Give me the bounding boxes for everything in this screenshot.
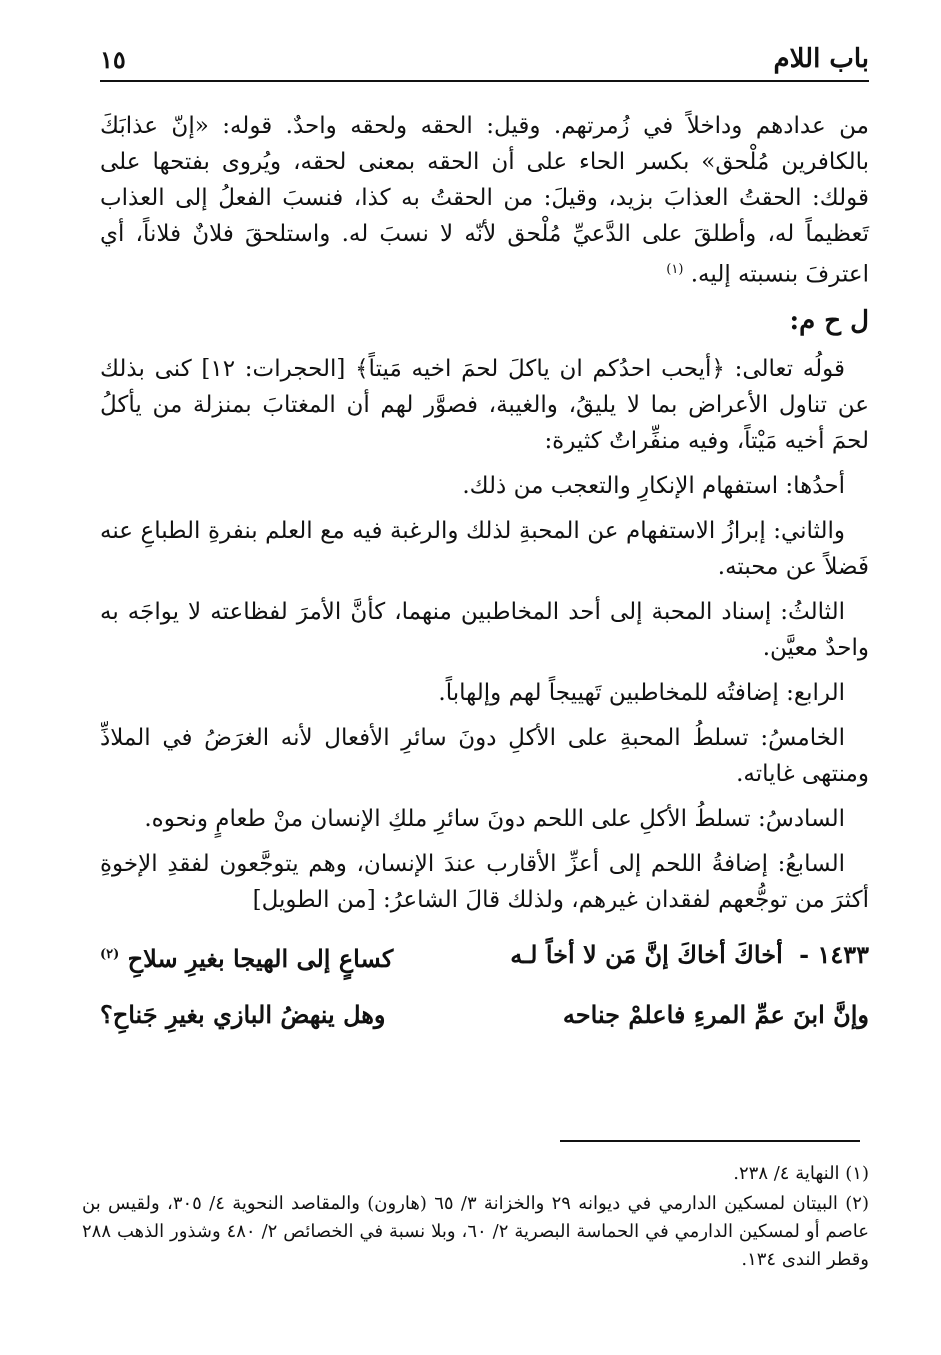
list-item-4: الرابع: إضافتُه للمخاطبين تَهييجاً لهم وإلهاباً. (438, 679, 845, 706)
footnotes (82, 1160, 869, 1276)
poem-line-2 (100, 987, 869, 1043)
paragraph-intro (100, 108, 869, 293)
poem-line-1-first-hemistich (510, 927, 869, 987)
page-number: ١٥ (100, 45, 126, 74)
root-heading: ل ح م: (789, 305, 869, 336)
footnote-2: (٢) البيتان لمسكين الدارمي في ديوانه ٢٩ والخزانة ٣/ ٦٥ (هارون) والمقاصد النحوية ٤/ ٣٠٥، ولقيس بن عاصم أو لمسكين الدارمي في الحماسة البصرية ٢/ ٦٠، وبلا نسبة في الخصائص ٢/ ٤٨٠ وشذور الذهب ٢٨٨ وقطر الندى ١٣٤. (82, 1193, 870, 1270)
list-item-2: والثاني: إبرازُ الاستفهام عن المحبةِ لذلك والرغبة فيه مع العلم بنفرةِ الطباعِ عنه فَضلاً عن محبته. (100, 517, 869, 580)
paragraph-verse: قولُه تعالى: ﴿أيحب احدُكم ان ياكلَ لحمَ اخيه مَيتاً﴾ [الحجرات: ١٢] كنى بذلك عن تناول الأعراض بما لا يليقُ، والغيبة، فصوَّر لهم أن المغتابَ بمنزلة من يأكلُ لحمَ أخيه مَيْتاً، وفيه منفِّراتٌ كثيرة: (100, 355, 869, 454)
list-item-6: السادسُ: تسلطُ الأكلِ على اللحم دونَ سائرِ ملكِ الإنسان منْ طعامٍ ونحوه. (144, 805, 845, 832)
footnote-divider (560, 1140, 860, 1142)
poem-line-1 (100, 927, 869, 987)
list-item-1: أحدُها: استفهام الإنكارِ والتعجب من ذلك. (462, 472, 845, 499)
poem-line-2-right-text: وإنَّ ابنَ عمِّ المرءِ فاعلمْ جناحه (562, 999, 869, 1029)
footnote-1: (١) النهاية ٤/ ٢٣٨. (733, 1163, 869, 1184)
footnote-ref-1: (١) (666, 262, 684, 277)
main-text (100, 108, 869, 1043)
list-item-5: الخامسُ: تسلطُ المحبةِ على الأكلِ دونَ سائرِ الأفعال لأنه الغرَضُ في الملاذِّ ومنتهى غاياته. (100, 724, 869, 787)
running-header (100, 30, 869, 82)
list-item-3: الثالثُ: إسناد المحبة إلى أحد المخاطبين منهما، كأنَّ الأمرَ لفظاعته لا يواجَه به واحدٌ معيَّن. (100, 598, 869, 661)
poem-line-1-right-text: أخاكَ أخاكَ إنَّ مَن لا أخاً لـه (510, 939, 783, 969)
list-item-7: السابعُ: إضافةُ اللحم إلى أعزِّ الأقارب عندَ الإنسان، وهم يتوجَّعون لفقدِ الإخوةِ أكثرَ من توجُّعهم لفقدان غيرهم، ولذلك قالَ الشاعرُ: [من الطويل] (100, 850, 869, 913)
footnote-ref-2: (٢) (100, 946, 120, 962)
poem-line-2-left-text: وهل ينهضُ البازي بغيرِ جَناحِ؟ (100, 999, 386, 1029)
poem-number: ١٤٣٣ - (799, 939, 869, 969)
chapter-title: باب اللام (773, 44, 869, 74)
poem-line-1-left-text: كساعٍ إلى الهيجا بغيرِ سلاحِ (127, 943, 394, 973)
paragraph-intro-text: من عدادهم وداخلاً في زُمرتهم. وقيل: الحقه ولحقه واحدٌ. قوله: «إنّ عذابَكَ بالكافرين مُلْحق» بكسر الحاء على أن الحقه بمعنى لحقه، ويُروى بفتحها على قولك: الحقتُ العذابَ بزيد، وقيلَ: من الحقتُ به كذا، فنسبَ الفعلُ إلى العذاب تَعظيماً له، وأطلقَ على الدَّعيِّ مُلْحق لأنّه لا نسبَ له. واستلحقَ فلانٌ فلاناً، أي اعترفَ بنسبته إليه. (100, 113, 869, 288)
poem-line-1-second-hemistich (100, 927, 393, 987)
poem (100, 927, 869, 1043)
